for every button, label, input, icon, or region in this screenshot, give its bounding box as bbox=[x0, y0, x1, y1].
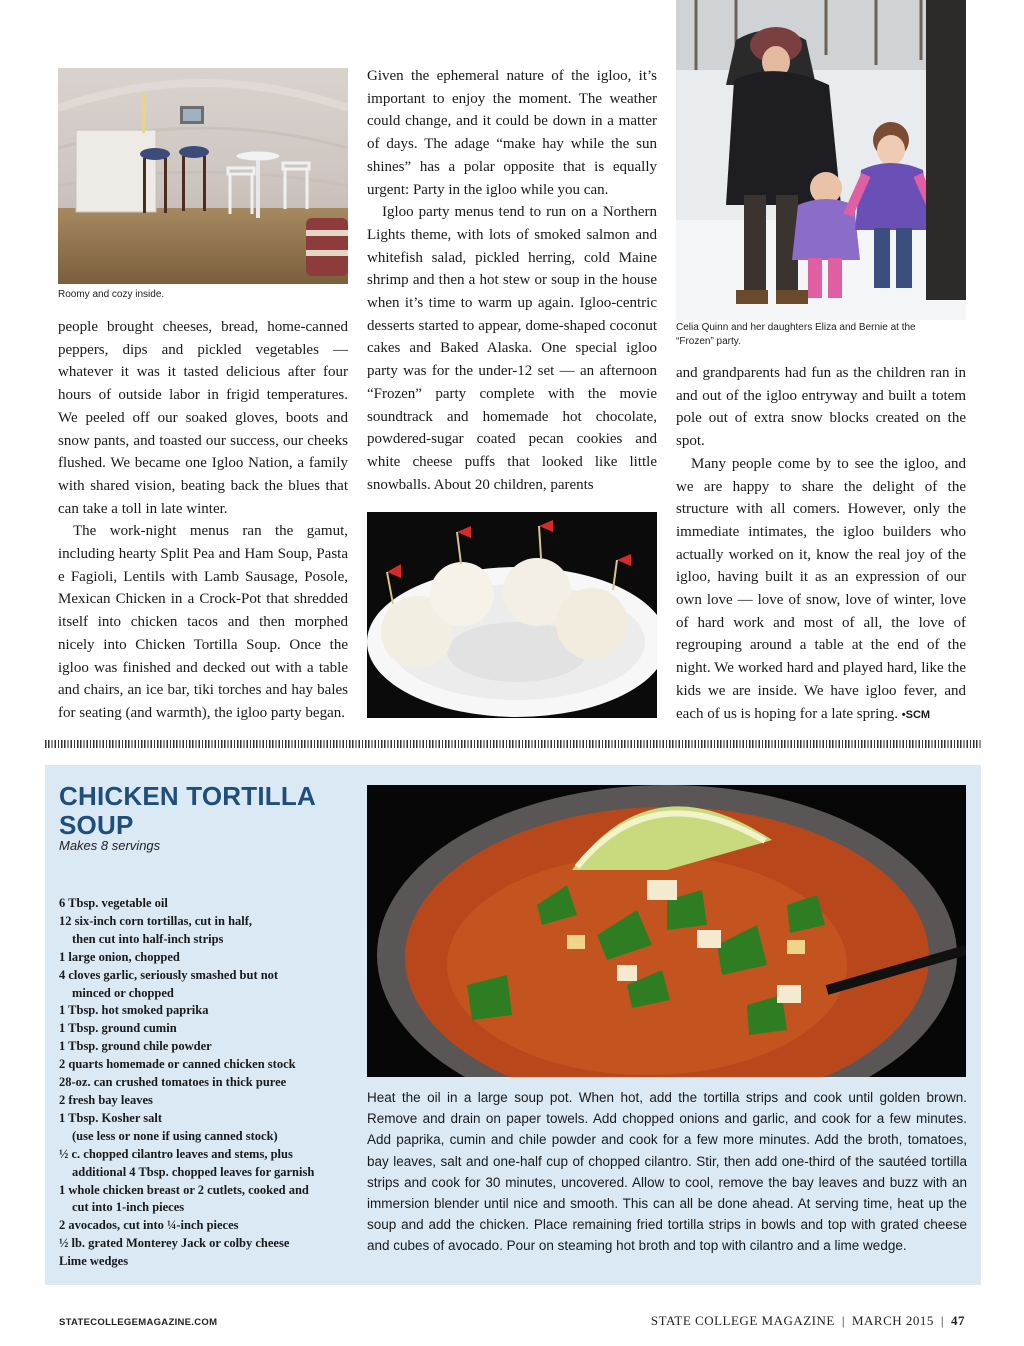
article-paragraph-last bbox=[676, 453, 966, 726]
snowball-puffs-illustration bbox=[367, 512, 657, 718]
igloo-interior-illustration bbox=[58, 68, 348, 284]
soup-photo bbox=[367, 785, 966, 1077]
recipe-method: Heat the oil in a large soup pot. When hot, add the tortilla strips and cook until golden brown. Remove and drain on paper towels. Add chopped onions and garlic, and cook for a few minutes. Add paprika, cumin and chile powder and cook for a few more minutes. Add the broth, tomatoes, bay leaves, salt and one-half cup of chopped cilantro. Stir, then add one-third of the sautéed tortilla strips and cook for 30 minutes, uncovered. Allow to cool, remove the bay leaves and buzz with an immersion blender until nice and smooth. This can all be done ahead. At serving time, heat up the soup and add the chicken. Place remaining fried tortilla strips in bowls and top with grated cheese and cubes of avocado. Pour on steaming hot broth and top with cilantro and a lime wedge. bbox=[367, 1090, 967, 1254]
ingredient-item: ½ c. chopped cilantro leaves and stems, plus additional 4 Tbsp. chopped leaves for garnish bbox=[59, 1146, 315, 1179]
ingredient-item: 1 Tbsp. hot smoked paprika bbox=[59, 1003, 209, 1018]
ingredient-item: 1 Tbsp. ground cumin bbox=[59, 1021, 177, 1036]
ingredient-item: 12 six-inch corn tortillas, cut in half, then cut into half-inch strips bbox=[59, 913, 253, 946]
ingredient-item: ½ lb. grated Monterey Jack or colby cheese bbox=[59, 1236, 290, 1251]
ingredient-item: 28-oz. can crushed tomatoes in thick puree bbox=[59, 1075, 287, 1090]
family-photo bbox=[676, 0, 966, 320]
recipe-servings: Makes 8 servings bbox=[59, 838, 161, 853]
ingredient-item: 4 cloves garlic, seriously smashed but not minced or chopped bbox=[59, 967, 279, 1000]
end-mark: •SCM bbox=[901, 708, 931, 721]
igloo-interior-photo bbox=[58, 68, 348, 284]
article-paragraph: Igloo party menus tend to run on a Northern Lights theme, with lots of smoked salmon and whitefish salad, pickled herring, cold Maine shrimp and then a hot stew or soup in the house when it’s time to warm up again. Igloo-centric desserts started to appear, dome-shaped coconut cakes and Baked Alaska. One special igloo party was for the under-12 set — an afternoon “Frozen” party complete with the movie soundtrack and homemade hot chocolate, powdered-sugar coated pecan cookies and white cheese puffs that looked like little snowballs. About 20 children, parents bbox=[367, 204, 657, 493]
ingredient-item: 2 fresh bay leaves bbox=[59, 1092, 153, 1107]
ingredient-item: 2 avocados, cut into ¼-inch pieces bbox=[59, 1218, 239, 1233]
footer-website: STATECOLLEGEMAGAZINE.COM bbox=[59, 1317, 218, 1328]
ingredient-item: 1 Tbsp. ground chile powder bbox=[59, 1039, 212, 1054]
article-paragraph: Given the ephemeral nature of the igloo, it’s important to enjoy the moment. The weather could change, and it could be down in a matter of days. The adage “make hay while the sun shines” has a polar opposite that is equally urgent: Party in the igloo while you can. bbox=[367, 68, 657, 198]
recipe-title: CHICKEN TORTILLA SOUP bbox=[59, 781, 315, 840]
article-column-3 bbox=[676, 362, 966, 726]
article-paragraph: Many people come by to see the igloo, and we are happy to share the delight of the structure with all comers. However, only the immediate intimates, the igloo builders who actually worked on it, know the real joy of the igloo, having built it as an expression of our own love — love of snow, love of winter, love of hard work and most of all, the love of regrouping around a table at the end of the night. We worked hard and played hard, like the kids we are inside. We have igloo fever, and each of us is hoping for a late spring. bbox=[676, 455, 966, 722]
igloo-photo-caption: Roomy and cozy inside. bbox=[58, 289, 165, 300]
article-paragraph: people brought cheeses, bread, home-canned peppers, dips and pickled vegetables — whatever it was it tasted delicious after four hours of outside labor in frigid temperatures. We peeled off our soaked gloves, boots and snow pants, and toasted our success, our cheeks flushed. We became one Igloo Nation, a family with shared vision, beating back the blues that can take a toll in late winter. bbox=[58, 319, 348, 517]
family-snow-illustration bbox=[676, 0, 966, 320]
footer-issue: MARCH 2015 bbox=[851, 1313, 934, 1328]
article-column-2 bbox=[367, 65, 657, 496]
footer-separator: | bbox=[841, 1313, 845, 1328]
article-paragraph: The work-night menus ran the gamut, including hearty Split Pea and Ham Soup, Pasta e Fagioli, Lentils with Lamb Sausage, Posole, Mexican Chicken in a Crock-Pot that shredded itself into chicken tacos and then morphed nicely into Chicken Tortilla Soup. Once the igloo was finished and decked out with a table and chairs, an ice bar, tiki torches and hay bales for seating (and warmth), the igloo party began. bbox=[58, 523, 348, 721]
ingredient-item: Lime wedges bbox=[59, 1254, 129, 1269]
article-paragraph: and grandparents had fun as the children ran in and out of the igloo entryway and built a totem pole out of extra snow blocks created on the spot. bbox=[676, 365, 966, 450]
footer-separator: | bbox=[940, 1313, 944, 1328]
article-column-1 bbox=[58, 316, 348, 725]
ingredient-item: 2 quarts homemade or canned chicken stock bbox=[59, 1057, 296, 1072]
footer-folio bbox=[651, 1313, 965, 1329]
family-photo-caption: Celia Quinn and her daughters Eliza and Bernie at the “Frozen” party. bbox=[676, 322, 916, 347]
ingredient-item: 1 Tbsp. Kosher salt (use less or none if using canned stock) bbox=[59, 1110, 278, 1143]
ingredient-item: 1 whole chicken breast or 2 cutlets, cooked and cut into 1-inch pieces bbox=[59, 1182, 309, 1215]
tortilla-soup-illustration bbox=[367, 785, 966, 1077]
ingredient-item: 1 large onion, chopped bbox=[59, 949, 180, 964]
cheese-puffs-photo bbox=[367, 512, 657, 718]
section-divider bbox=[45, 740, 981, 748]
ingredient-list bbox=[59, 895, 349, 1271]
page-number: 47 bbox=[951, 1313, 965, 1328]
footer-magazine-name: STATE COLLEGE MAGAZINE bbox=[650, 1313, 835, 1328]
ingredient-item: 6 Tbsp. vegetable oil bbox=[59, 896, 168, 910]
